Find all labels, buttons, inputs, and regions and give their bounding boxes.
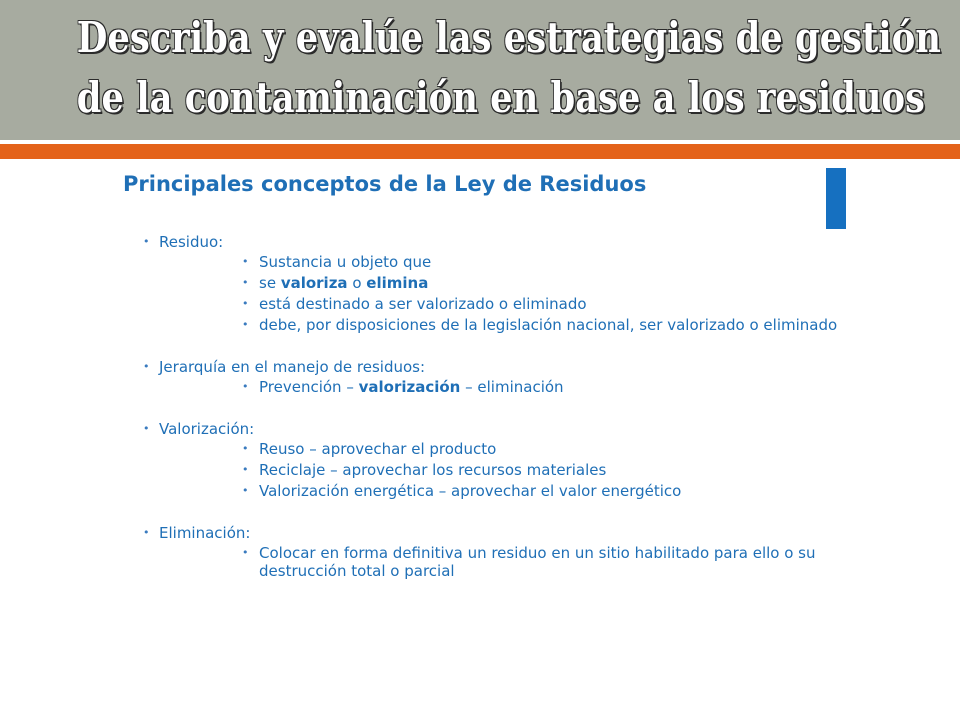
sub-item-text: Sustancia u objeto que xyxy=(259,253,432,271)
sub-item-text: debe, por disposiciones de la legislación nacional, ser valorizado o eliminado xyxy=(259,316,838,334)
sub-item xyxy=(242,544,843,580)
sub-item-text-pre: Prevención – xyxy=(259,378,359,396)
bullet-icon: • xyxy=(242,463,249,476)
outline-label: Residuo: xyxy=(159,233,224,251)
outline-item-valorizacion xyxy=(143,420,843,500)
blue-marker-bar xyxy=(826,168,846,229)
sub-item xyxy=(242,316,843,334)
sub-item xyxy=(242,253,843,271)
slide-title-line-1: Describa y evalúe las estrategias de gestión xyxy=(76,13,941,62)
bullet-icon: • xyxy=(143,235,150,248)
bullet-icon: • xyxy=(242,276,249,289)
sub-item-text: está destinado a ser valorizado o eliminado xyxy=(259,295,587,313)
slide-title xyxy=(76,8,941,128)
sub-list xyxy=(159,544,843,580)
outline-label: Jerarquía en el manejo de residuos: xyxy=(159,358,426,376)
bullet-icon: • xyxy=(143,422,150,435)
content-heading: Principales conceptos de la Ley de Residuos xyxy=(123,172,647,196)
sub-item-text: Reuso – aprovechar el producto xyxy=(259,440,497,458)
outline-item-eliminacion xyxy=(143,524,843,580)
sub-item-text: Reciclaje – aprovechar los recursos materiales xyxy=(259,461,607,479)
bullet-icon: • xyxy=(242,484,249,497)
bullet-icon: • xyxy=(242,442,249,455)
slide-title-line-2: de la contaminación en base a los residuos xyxy=(76,73,925,122)
sub-item xyxy=(242,482,843,500)
accent-divider xyxy=(0,144,960,159)
outline-item-jerarquia xyxy=(143,358,843,396)
sub-item xyxy=(242,295,843,313)
outline-label: Eliminación: xyxy=(159,524,251,542)
sub-list xyxy=(159,253,843,334)
bullet-icon: • xyxy=(242,318,249,331)
sub-item-text-pre: se xyxy=(259,274,281,292)
sub-list xyxy=(159,440,843,500)
bullet-icon: • xyxy=(242,297,249,310)
sub-item-text: Valorización energética – aprovechar el valor energético xyxy=(259,482,682,500)
sub-item-text-mid: o xyxy=(347,274,367,292)
bullet-icon: • xyxy=(143,526,150,539)
sub-item xyxy=(242,378,843,396)
bullet-icon: • xyxy=(242,380,249,393)
bullet-icon: • xyxy=(242,255,249,268)
sub-item-bold-text: valoriza xyxy=(280,274,348,292)
sub-item xyxy=(242,274,843,292)
sub-item xyxy=(242,461,843,479)
sub-item-text: Colocar en forma definitiva un residuo en un sitio habilitado para ello o su destrucción total o parcial xyxy=(259,544,816,580)
sub-item-text-post: – eliminación xyxy=(460,378,564,396)
bullet-icon: • xyxy=(143,360,150,373)
sub-item xyxy=(242,440,843,458)
sub-item-bold-text: valorización xyxy=(358,378,461,396)
sub-list xyxy=(159,378,843,396)
outline-item-residuo xyxy=(143,233,843,334)
sub-item-bold-text: elimina xyxy=(366,274,429,292)
outline-label: Valorización: xyxy=(159,420,255,438)
concepts-outline xyxy=(143,233,843,604)
bullet-icon: • xyxy=(242,546,249,559)
